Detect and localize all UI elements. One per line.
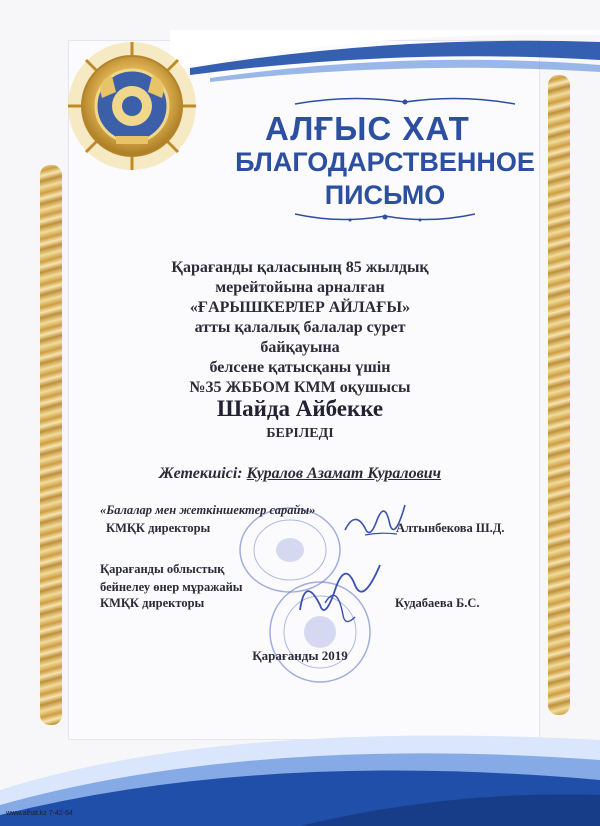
title-russian-line1: БЛАГОДАРСТВЕННОЕ <box>235 147 535 177</box>
city-year: Қарағанды 2019 <box>252 648 348 663</box>
body-line: байқауына <box>260 339 340 356</box>
given-text: БЕРІЛЕДІ <box>266 426 334 441</box>
top-swoosh-decoration <box>170 30 600 90</box>
org1-director-line: КМҚК директоры <box>106 521 211 535</box>
award-reason-text <box>100 258 500 398</box>
signature-1-icon <box>335 490 415 550</box>
supervisor-label: Жетекшісі: <box>158 465 243 482</box>
body-line: №35 ЖББОМ КММ оқушысы <box>189 379 411 396</box>
footer-url: www.alhat.kz 7-42-64 <box>6 810 73 817</box>
body-line: мерейтойына арналған <box>215 279 385 296</box>
left-gold-border <box>40 165 62 725</box>
right-gold-border <box>548 75 570 715</box>
org1-signatory: Алтынбекова Ш.Д. <box>396 521 505 535</box>
bottom-swoosh-decoration <box>0 680 600 826</box>
title-kazakh: АЛҒЫС ХАТ <box>265 110 470 147</box>
org2-director-line: КМҚК директоры <box>100 596 205 610</box>
org1-name-line: «Балалар мен жеткіншектер сарайы» <box>100 503 316 517</box>
org2-signatory: Кудабаева Б.С. <box>395 596 480 610</box>
title-russian-line2: ПИСЬМО <box>324 180 446 210</box>
org2-name-line1: Қарағанды облыстық <box>100 562 225 576</box>
state-emblem-seal <box>66 40 198 172</box>
recipient-name: Шайда Айбекке <box>216 396 384 421</box>
signature-2-icon <box>285 555 385 635</box>
title-bottom-flourish <box>290 208 480 226</box>
supervisor-name: Куралов Азамат Куралович <box>246 465 442 482</box>
title-top-flourish <box>290 92 520 110</box>
body-line: «ҒАРЫШКЕРЛЕР АЙЛАҒЫ» <box>189 299 411 316</box>
body-line: атты қалалық балалар сурет <box>194 319 406 336</box>
supervisor-line <box>110 465 490 483</box>
body-line: белсене қатысқаны үшін <box>209 359 391 376</box>
body-line: Қарағанды қаласының 85 жылдық <box>171 259 429 276</box>
org2-name-line2: бейнелеу өнер мұражайы <box>100 580 243 594</box>
